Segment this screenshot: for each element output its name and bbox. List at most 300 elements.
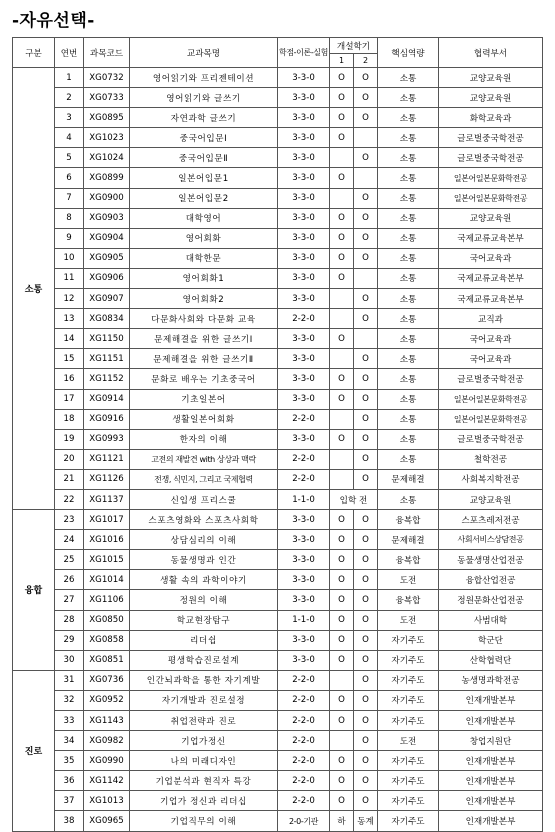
core-competency: 융복합 <box>378 550 439 570</box>
header-course-name: 교과목명 <box>130 38 278 68</box>
row-number: 19 <box>55 429 84 449</box>
table-row <box>13 268 543 288</box>
row-number: 11 <box>55 268 84 288</box>
row-number: 2 <box>55 88 84 108</box>
course-name: 일본어입문2 <box>130 188 278 208</box>
table-row <box>13 208 543 228</box>
semester-2: O <box>354 711 378 731</box>
semester-2 <box>354 329 378 349</box>
semester-2: O <box>354 690 378 710</box>
course-name: 중국어입문Ⅱ <box>130 148 278 168</box>
course-code: XG0952 <box>84 690 130 710</box>
table-row <box>13 711 543 731</box>
core-competency: 도전 <box>378 731 439 751</box>
row-number: 1 <box>55 68 84 88</box>
core-competency: 소통 <box>378 88 439 108</box>
course-credits: 3-3-0 <box>278 630 330 650</box>
header-competency: 핵심역량 <box>378 38 439 68</box>
course-name: 자연과학 글쓰기 <box>130 108 278 128</box>
course-credits: 2-2-0 <box>278 690 330 710</box>
course-code: XG1137 <box>84 489 130 509</box>
course-name: 일본어입문1 <box>130 168 278 188</box>
row-number: 23 <box>55 510 84 530</box>
table-row <box>13 811 543 831</box>
header-code: 과목코드 <box>84 38 130 68</box>
semester-2: O <box>354 188 378 208</box>
core-competency: 도전 <box>378 610 439 630</box>
course-credits: 2-2-0 <box>278 731 330 751</box>
semester-2: O <box>354 409 378 429</box>
course-code: XG0916 <box>84 409 130 429</box>
partner-dept: 일본어일본문화학전공 <box>439 168 543 188</box>
semester-1 <box>330 449 354 469</box>
course-credits: 3-3-0 <box>278 268 330 288</box>
course-credits: 3-3-0 <box>278 148 330 168</box>
course-credits: 3-3-0 <box>278 289 330 309</box>
header-sem2: 2 <box>354 54 378 68</box>
table-row <box>13 570 543 590</box>
semester-2 <box>354 168 378 188</box>
course-credits: 3-3-0 <box>278 168 330 188</box>
course-code: XG0850 <box>84 610 130 630</box>
table-row <box>13 148 543 168</box>
course-name: 나의 미래디자인 <box>130 751 278 771</box>
semester-1: O <box>330 108 354 128</box>
table-row <box>13 469 543 489</box>
course-name: 평생학습진로설계 <box>130 650 278 670</box>
course-name: 문제해결을 위한 글쓰기Ⅰ <box>130 329 278 349</box>
partner-dept: 인재개발본부 <box>439 690 543 710</box>
semester-1: O <box>330 68 354 88</box>
semester-1: O <box>330 791 354 811</box>
partner-dept: 동물생명산업전공 <box>439 550 543 570</box>
partner-dept: 인재개발본부 <box>439 811 543 831</box>
course-credits: 2-2-0 <box>278 670 330 690</box>
semester-2: O <box>354 510 378 530</box>
core-competency: 문제해결 <box>378 469 439 489</box>
header-category: 구분 <box>13 38 55 68</box>
course-credits: 3-3-0 <box>278 188 330 208</box>
course-credits: 3-3-0 <box>278 389 330 409</box>
row-number: 13 <box>55 309 84 329</box>
course-code: XG1014 <box>84 570 130 590</box>
course-code: XG0965 <box>84 811 130 831</box>
row-number: 37 <box>55 791 84 811</box>
semester-1: O <box>330 711 354 731</box>
table-row <box>13 771 543 791</box>
partner-dept: 교직과 <box>439 309 543 329</box>
course-code: XG1016 <box>84 530 130 550</box>
semester-2 <box>354 128 378 148</box>
course-credits: 2-2-0 <box>278 771 330 791</box>
partner-dept: 일본어일본문화학전공 <box>439 409 543 429</box>
row-number: 12 <box>55 289 84 309</box>
table-row <box>13 550 543 570</box>
partner-dept: 스포츠레저전공 <box>439 510 543 530</box>
table-row <box>13 349 543 369</box>
row-number: 24 <box>55 530 84 550</box>
table-row <box>13 409 543 429</box>
semester-1 <box>330 188 354 208</box>
course-code: XG0895 <box>84 108 130 128</box>
semester-2: O <box>354 731 378 751</box>
partner-dept: 교양교육원 <box>439 489 543 509</box>
row-number: 4 <box>55 128 84 148</box>
core-competency: 소통 <box>378 489 439 509</box>
row-number: 17 <box>55 389 84 409</box>
semester-1: O <box>330 248 354 268</box>
table-row <box>13 369 543 389</box>
course-credits: 3-3-0 <box>278 510 330 530</box>
semester-1 <box>330 289 354 309</box>
semester-2: O <box>354 570 378 590</box>
course-credits: 3-3-0 <box>278 108 330 128</box>
core-competency: 소통 <box>378 369 439 389</box>
semester-2: 동계 <box>354 811 378 831</box>
partner-dept: 인재개발본부 <box>439 751 543 771</box>
course-code: XG1013 <box>84 791 130 811</box>
core-competency: 소통 <box>378 389 439 409</box>
partner-dept: 인재개발본부 <box>439 791 543 811</box>
partner-dept: 국제교류교육본부 <box>439 289 543 309</box>
semester-2: O <box>354 88 378 108</box>
course-code: XG1023 <box>84 128 130 148</box>
partner-dept: 국어교육과 <box>439 248 543 268</box>
row-number: 10 <box>55 248 84 268</box>
header-sem1: 1 <box>330 54 354 68</box>
semester-1: O <box>330 88 354 108</box>
partner-dept: 국어교육과 <box>439 329 543 349</box>
course-code: XG0993 <box>84 429 130 449</box>
partner-dept: 글로벌중국학전공 <box>439 429 543 449</box>
row-number: 20 <box>55 449 84 469</box>
table-row <box>13 489 543 509</box>
semester-2: O <box>354 530 378 550</box>
semester-2: O <box>354 349 378 369</box>
course-code: XG1151 <box>84 349 130 369</box>
course-code: XG0858 <box>84 630 130 650</box>
course-name: 취업전략과 진로 <box>130 711 278 731</box>
core-competency: 소통 <box>378 409 439 429</box>
header-dept: 협력부서 <box>439 38 543 68</box>
core-competency: 도전 <box>378 570 439 590</box>
semester-2: O <box>354 369 378 389</box>
course-name: 인간뇌과학을 통한 자기계발 <box>130 670 278 690</box>
semester-1: O <box>330 329 354 349</box>
row-number: 33 <box>55 711 84 731</box>
course-code: XG0907 <box>84 289 130 309</box>
course-name: 영어읽기와 프리젠테이션 <box>130 68 278 88</box>
semester-1: 하 <box>330 811 354 831</box>
partner-dept: 산학협력단 <box>439 650 543 670</box>
core-competency: 소통 <box>378 228 439 248</box>
course-name: 기업가정신 <box>130 731 278 751</box>
course-code: XG0736 <box>84 670 130 690</box>
partner-dept: 화학교육과 <box>439 108 543 128</box>
course-code: XG0899 <box>84 168 130 188</box>
category-cell: 소통 <box>13 68 55 510</box>
course-code: XG0903 <box>84 208 130 228</box>
header-credits: 학점-이론-실험 <box>278 38 330 68</box>
category-cell: 융합 <box>13 510 55 671</box>
course-name: 영어읽기와 글쓰기 <box>130 88 278 108</box>
course-credits: 2-2-0 <box>278 791 330 811</box>
partner-dept: 교양교육원 <box>439 88 543 108</box>
course-code: XG1143 <box>84 711 130 731</box>
table-row <box>13 690 543 710</box>
course-credits: 2-2-0 <box>278 309 330 329</box>
core-competency: 문제해결 <box>378 530 439 550</box>
row-number: 8 <box>55 208 84 228</box>
semester-1: O <box>330 268 354 288</box>
course-code: XG0905 <box>84 248 130 268</box>
semester-2: O <box>354 469 378 489</box>
semester-1 <box>330 731 354 751</box>
table-row <box>13 248 543 268</box>
core-competency: 소통 <box>378 289 439 309</box>
course-credits: 3-3-0 <box>278 590 330 610</box>
partner-dept: 농생명과학전공 <box>439 670 543 690</box>
row-number: 28 <box>55 610 84 630</box>
table-header <box>13 38 543 68</box>
table-row <box>13 88 543 108</box>
row-number: 7 <box>55 188 84 208</box>
table-row <box>13 590 543 610</box>
course-name: 신입생 프리스쿨 <box>130 489 278 509</box>
core-competency: 소통 <box>378 128 439 148</box>
course-name: 동물생명과 인간 <box>130 550 278 570</box>
semester-1: O <box>330 630 354 650</box>
table-row <box>13 791 543 811</box>
table-body <box>13 68 543 832</box>
course-name: 생활일본어회화 <box>130 409 278 429</box>
core-competency: 소통 <box>378 168 439 188</box>
core-competency: 소통 <box>378 429 439 449</box>
semester-1: O <box>330 429 354 449</box>
partner-dept: 글로벌중국학전공 <box>439 128 543 148</box>
course-name: 정원의 이해 <box>130 590 278 610</box>
core-competency: 자기주도 <box>378 811 439 831</box>
course-name: 스포츠영화와 스포츠사회학 <box>130 510 278 530</box>
course-code: XG0900 <box>84 188 130 208</box>
row-number: 34 <box>55 731 84 751</box>
course-name: 문제해결을 위한 글쓰기Ⅱ <box>130 349 278 369</box>
table-row <box>13 449 543 469</box>
partner-dept: 국제교류교육본부 <box>439 228 543 248</box>
course-credits: 2-2-0 <box>278 449 330 469</box>
semester-1: O <box>330 590 354 610</box>
course-credits: 1-1-0 <box>278 610 330 630</box>
core-competency: 소통 <box>378 68 439 88</box>
course-credits: 3-3-0 <box>278 329 330 349</box>
row-number: 9 <box>55 228 84 248</box>
semester-2: O <box>354 309 378 329</box>
partner-dept: 국어교육과 <box>439 349 543 369</box>
semester-1: O <box>330 228 354 248</box>
semester-2: O <box>354 148 378 168</box>
partner-dept: 교양교육원 <box>439 208 543 228</box>
course-name: 영어회화2 <box>130 289 278 309</box>
semester-2: O <box>354 248 378 268</box>
partner-dept: 사회서비스상담전공 <box>439 530 543 550</box>
table-row <box>13 731 543 751</box>
semester-1: O <box>330 530 354 550</box>
course-name: 생활 속의 과학이야기 <box>130 570 278 590</box>
core-competency: 소통 <box>378 248 439 268</box>
partner-dept: 국제교류교육본부 <box>439 268 543 288</box>
course-credits: 3-3-0 <box>278 369 330 389</box>
course-credits: 3-3-0 <box>278 530 330 550</box>
core-competency: 자기주도 <box>378 650 439 670</box>
semester-1: O <box>330 128 354 148</box>
partner-dept: 창업지원단 <box>439 731 543 751</box>
course-name: 대학영어 <box>130 208 278 228</box>
course-name: 영어회화 <box>130 228 278 248</box>
table-row <box>13 188 543 208</box>
core-competency: 소통 <box>378 148 439 168</box>
course-name: 고전의 재발견 with 상상과 맥락 <box>130 449 278 469</box>
course-name: 문화로 배우는 기초중국어 <box>130 369 278 389</box>
row-number: 5 <box>55 148 84 168</box>
course-code: XG0914 <box>84 389 130 409</box>
semester-2: O <box>354 208 378 228</box>
semester-2: O <box>354 590 378 610</box>
row-number: 30 <box>55 650 84 670</box>
semester-1 <box>330 670 354 690</box>
header-semester: 개설학기 <box>330 38 378 54</box>
semester-1: O <box>330 690 354 710</box>
semester-2: O <box>354 610 378 630</box>
row-number: 25 <box>55 550 84 570</box>
course-credits: 2-2-0 <box>278 751 330 771</box>
table-row <box>13 128 543 148</box>
partner-dept: 일본어일본문화학전공 <box>439 188 543 208</box>
partner-dept: 글로벌중국학전공 <box>439 369 543 389</box>
semester-1: O <box>330 510 354 530</box>
core-competency: 자기주도 <box>378 711 439 731</box>
row-number: 31 <box>55 670 84 690</box>
partner-dept: 인재개발본부 <box>439 711 543 731</box>
course-name: 상담심리의 이해 <box>130 530 278 550</box>
page-title: -자유선택- <box>12 11 95 31</box>
course-credits: 3-3-0 <box>278 128 330 148</box>
table-row <box>13 630 543 650</box>
course-name: 기업가 정신과 리더십 <box>130 791 278 811</box>
table-row <box>13 329 543 349</box>
course-name: 학교현장탐구 <box>130 610 278 630</box>
core-competency: 융복합 <box>378 510 439 530</box>
course-credits: 3-3-0 <box>278 650 330 670</box>
row-number: 14 <box>55 329 84 349</box>
core-competency: 소통 <box>378 449 439 469</box>
core-competency: 자기주도 <box>378 670 439 690</box>
semester-1: O <box>330 168 354 188</box>
partner-dept: 글로벌중국학전공 <box>439 148 543 168</box>
course-name: 다문화사회와 다문화 교육 <box>130 309 278 329</box>
semester-2: O <box>354 68 378 88</box>
semester-2: O <box>354 630 378 650</box>
semester-1 <box>330 309 354 329</box>
course-name: 전쟁, 식민지, 그리고 국제협력 <box>130 469 278 489</box>
course-code: XG0904 <box>84 228 130 248</box>
core-competency: 소통 <box>378 349 439 369</box>
core-competency: 소통 <box>378 329 439 349</box>
semester-2: O <box>354 771 378 791</box>
course-name: 기업분석과 현직자 특강 <box>130 771 278 791</box>
semester-2: O <box>354 108 378 128</box>
category-cell: 진로 <box>13 670 55 831</box>
course-name: 기업직무의 이해 <box>130 811 278 831</box>
course-name: 영어회화1 <box>130 268 278 288</box>
row-number: 15 <box>55 349 84 369</box>
semester-2: O <box>354 670 378 690</box>
semester-1: O <box>330 751 354 771</box>
semester-1: O <box>330 650 354 670</box>
course-credits: 3-3-0 <box>278 88 330 108</box>
semester-1: O <box>330 550 354 570</box>
partner-dept: 일본어일본문화학전공 <box>439 389 543 409</box>
partner-dept: 사회복지학전공 <box>439 469 543 489</box>
course-code: XG1152 <box>84 369 130 389</box>
row-number: 38 <box>55 811 84 831</box>
semester-2: O <box>354 751 378 771</box>
partner-dept: 사범대학 <box>439 610 543 630</box>
partner-dept: 교양교육원 <box>439 68 543 88</box>
semester-1 <box>330 469 354 489</box>
table-row <box>13 289 543 309</box>
semester-2: O <box>354 550 378 570</box>
semester-1 <box>330 349 354 369</box>
course-code: XG1015 <box>84 550 130 570</box>
course-code: XG1106 <box>84 590 130 610</box>
course-code: XG0733 <box>84 88 130 108</box>
core-competency: 자기주도 <box>378 771 439 791</box>
semester-2: O <box>354 429 378 449</box>
row-number: 18 <box>55 409 84 429</box>
semester-1 <box>330 148 354 168</box>
table-row <box>13 530 543 550</box>
semester-1: O <box>330 208 354 228</box>
row-number: 27 <box>55 590 84 610</box>
semester-2: O <box>354 289 378 309</box>
semester-1: O <box>330 369 354 389</box>
course-credits: 3-3-0 <box>278 208 330 228</box>
row-number: 26 <box>55 570 84 590</box>
core-competency: 소통 <box>378 108 439 128</box>
semester-merged: 입학 전 <box>330 489 378 509</box>
course-credits: 3-3-0 <box>278 429 330 449</box>
course-code: XG0732 <box>84 68 130 88</box>
table-row <box>13 68 543 88</box>
course-credits: 3-3-0 <box>278 228 330 248</box>
core-competency: 소통 <box>378 188 439 208</box>
row-number: 22 <box>55 489 84 509</box>
semester-1: O <box>330 570 354 590</box>
course-credits: 2-2-0 <box>278 469 330 489</box>
row-number: 6 <box>55 168 84 188</box>
course-credits: 2-0-기관 <box>278 811 330 831</box>
course-name: 리더쉽 <box>130 630 278 650</box>
semester-1: O <box>330 610 354 630</box>
row-number: 3 <box>55 108 84 128</box>
course-code: XG0906 <box>84 268 130 288</box>
core-competency: 소통 <box>378 268 439 288</box>
course-code: XG1126 <box>84 469 130 489</box>
course-credits: 3-3-0 <box>278 349 330 369</box>
course-credits: 2-2-0 <box>278 711 330 731</box>
core-competency: 자기주도 <box>378 630 439 650</box>
semester-1: O <box>330 771 354 791</box>
